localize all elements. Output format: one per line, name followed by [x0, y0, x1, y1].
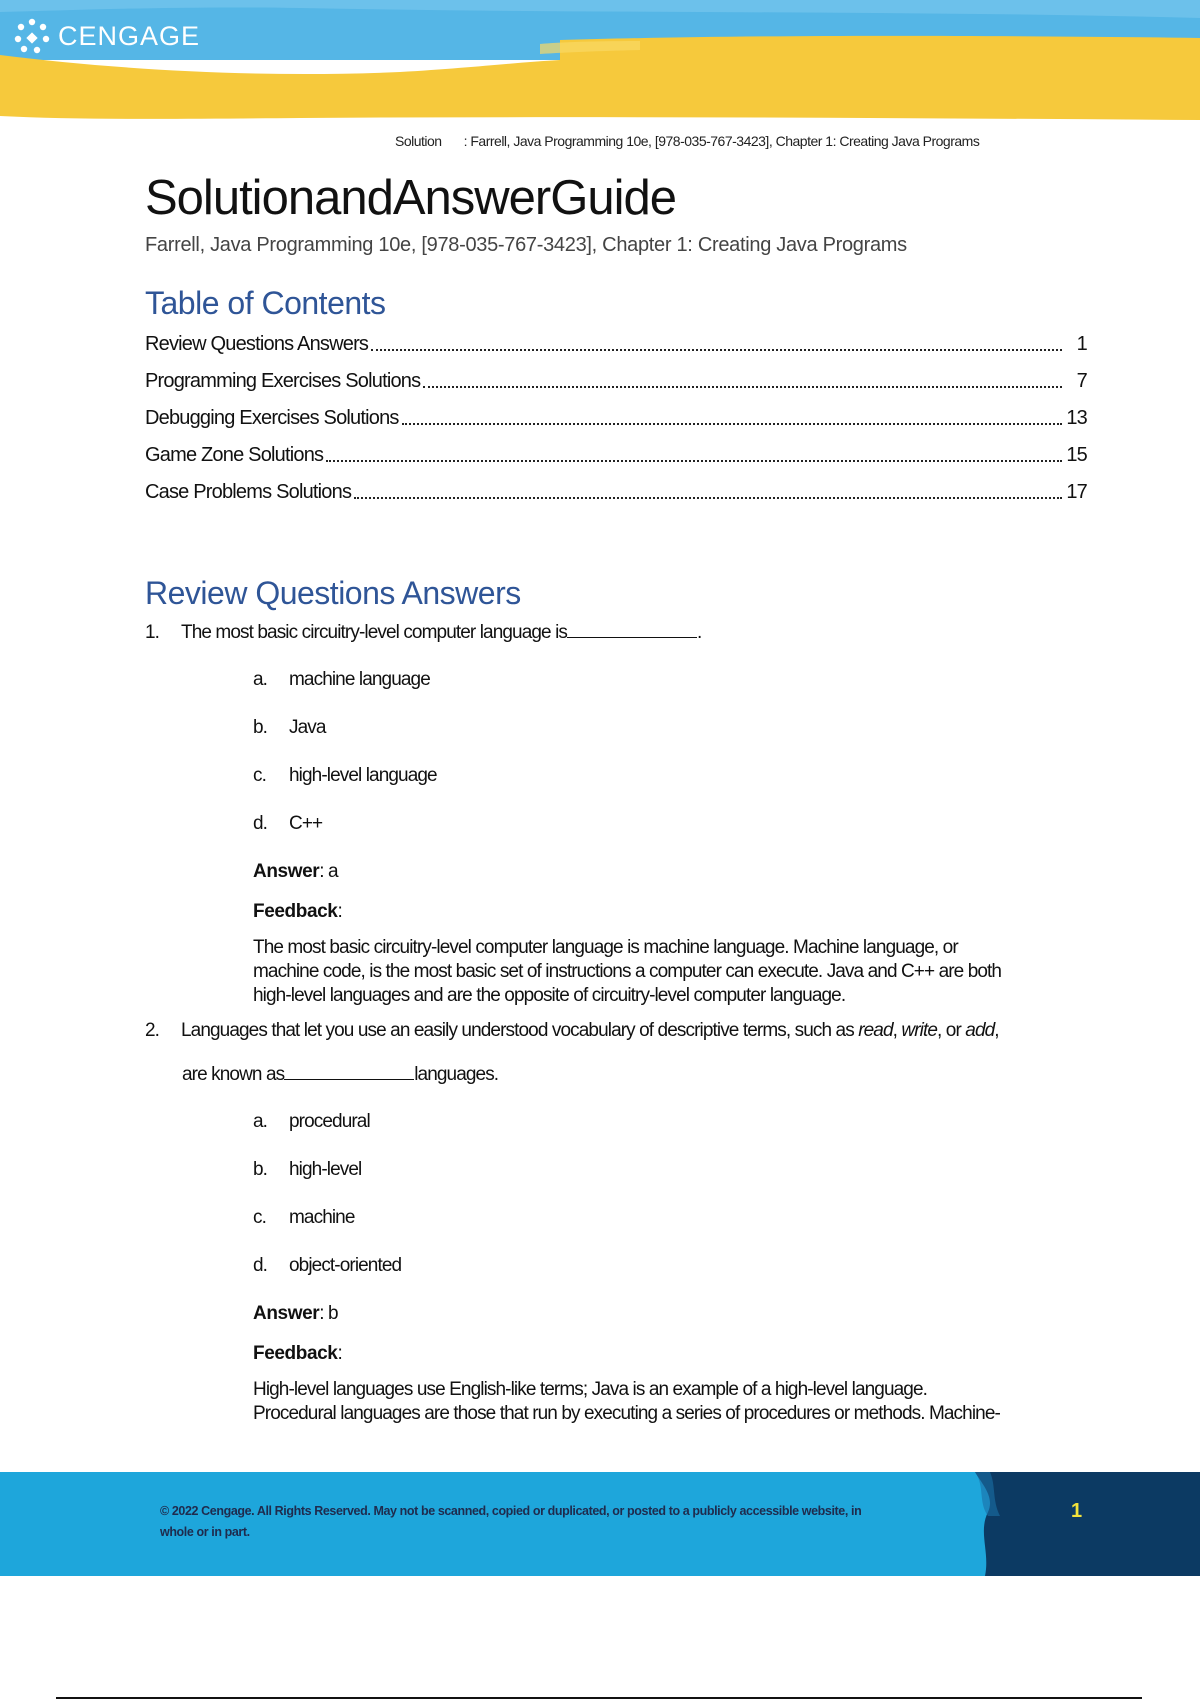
question-text [181, 1020, 1087, 1042]
option-text: high-level [289, 1159, 362, 1181]
question-number: 1. [145, 622, 160, 644]
toc-entry[interactable] [145, 363, 1087, 400]
option-b [253, 704, 1087, 752]
cengage-logo [12, 16, 200, 56]
running-header [395, 133, 979, 149]
feedback-label: Feedback [253, 901, 338, 923]
toc-dot-leader [402, 423, 1062, 425]
feedback-line [253, 892, 1087, 932]
question-text-after: . [697, 622, 702, 644]
question-term: read [858, 1020, 893, 1042]
question-continuation [182, 1064, 1087, 1086]
option-letter: c. [253, 765, 266, 787]
feedback-colon: : [337, 1343, 342, 1365]
option-letter: b. [253, 1159, 268, 1181]
question-text-before: The most basic circuitry-level computer language is [181, 622, 567, 644]
document-content [145, 170, 1087, 1426]
bottom-rule [56, 1697, 1142, 1699]
feedback-line-text: Procedural languages are those that run by executing a series of procedures or methods. Machine- [253, 1403, 1000, 1425]
option-c [253, 1194, 1087, 1242]
option-d [253, 800, 1087, 848]
cengage-logo-icon [12, 16, 52, 56]
copyright-line: whole or in part. [160, 1525, 250, 1539]
toc-entry-label[interactable]: Debugging Exercises Solutions [145, 407, 399, 430]
copyright-notice [160, 1501, 980, 1543]
question-term: write [901, 1020, 938, 1042]
toc-entry-label[interactable]: Programming Exercises Solutions [145, 370, 421, 393]
toc-entry-label[interactable]: Review Questions Answers [145, 333, 369, 356]
toc-entry-label[interactable]: Case Problems Solutions [145, 481, 352, 504]
feedback-line-text: high-level languages and are the opposite of circuitry-level computer language. [253, 985, 846, 1007]
page-title: SolutionandAnswerGuide [145, 171, 676, 225]
page-subtitle: Farrell, Java Programming 10e, [978-035-767-3423], Chapter 1: Creating Java Programs [145, 234, 907, 257]
option-text: high-level language [289, 765, 437, 787]
toc-entry-page[interactable]: 7 [1076, 370, 1087, 393]
answer-value: : b [319, 1303, 338, 1325]
question-text-row [145, 1020, 1087, 1042]
toc-entry[interactable] [145, 474, 1087, 511]
question-cont-after: languages. [414, 1064, 499, 1086]
option-letter: c. [253, 1207, 266, 1229]
header-banner [0, 0, 1200, 122]
toc-dot-leader [354, 497, 1062, 499]
feedback-colon: : [337, 901, 342, 923]
feedback-text [253, 1378, 1093, 1426]
question-1 [145, 622, 1087, 1008]
question-separator: , [994, 1020, 999, 1042]
copyright-line: © 2022 Cengage. All Rights Reserved. May not be scanned, copied or duplicated, or posted to a publicly accessible website, in [160, 1504, 862, 1518]
options-list [145, 1098, 1087, 1290]
answer-blank [567, 623, 697, 638]
answer-blank [284, 1065, 414, 1080]
feedback-text [253, 936, 1093, 1008]
answer-line [253, 852, 1087, 892]
option-letter: a. [253, 1111, 268, 1133]
option-text: machine language [289, 669, 430, 691]
option-text: procedural [289, 1111, 370, 1133]
feedback-label: Feedback [253, 1343, 338, 1365]
toc-entry-page[interactable]: 13 [1066, 407, 1087, 430]
answer-label: Answer [253, 1303, 320, 1325]
question-2 [145, 1020, 1087, 1426]
option-c [253, 752, 1087, 800]
toc-dot-leader [326, 460, 1062, 462]
option-letter: d. [253, 813, 268, 835]
question-number: 2. [145, 1020, 160, 1042]
option-b [253, 1146, 1087, 1194]
options-list [145, 656, 1087, 848]
question-cont-before: are known as [182, 1064, 285, 1086]
question-separator: , or [937, 1020, 961, 1042]
toc-entry[interactable] [145, 400, 1087, 437]
toc-dot-leader [371, 349, 1062, 351]
toc-entry[interactable] [145, 437, 1087, 474]
toc-heading: Table of Contents [145, 285, 386, 322]
option-text: object-oriented [289, 1255, 402, 1277]
feedback-line-text: machine code, is the most basic set of instructions a computer can execute. Java and C++ are both [253, 961, 1002, 983]
feedback-line [253, 1334, 1087, 1374]
review-questions-heading: Review Questions Answers [145, 575, 521, 612]
question-text-row [145, 622, 1087, 644]
option-letter: b. [253, 717, 268, 739]
question-separator: , [892, 1020, 898, 1042]
toc-dot-leader [423, 386, 1062, 388]
option-letter: a. [253, 669, 268, 691]
feedback-line-text: The most basic circuitry-level computer language is machine language. Machine language, or [253, 937, 958, 959]
logo-text: CENGAGE [58, 20, 201, 51]
option-text: Java [289, 717, 326, 739]
question-text-before: Languages that let you use an easily understood vocabulary of descriptive terms, such as [181, 1020, 854, 1042]
toc-entry[interactable] [145, 326, 1087, 363]
option-d [253, 1242, 1087, 1290]
question-term: add [965, 1020, 995, 1042]
answer-value: : a [319, 861, 338, 883]
toc-entry-page[interactable]: 1 [1076, 333, 1087, 356]
option-letter: d. [253, 1255, 268, 1277]
option-a [253, 1098, 1087, 1146]
running-header-left: Solution [395, 133, 442, 149]
option-text: machine [289, 1207, 355, 1229]
option-a [253, 656, 1087, 704]
answer-line [253, 1294, 1087, 1334]
toc-entry-label[interactable]: Game Zone Solutions [145, 444, 324, 467]
running-header-right: : Farrell, Java Programming 10e, [978-035-767-3423], Chapter 1: Creating Java Programs [463, 133, 980, 149]
table-of-contents [145, 326, 1087, 511]
feedback-line-text: High-level languages use English-like terms; Java is an example of a high-level language. [253, 1379, 927, 1401]
toc-entry-page[interactable]: 15 [1066, 444, 1087, 467]
option-text: C++ [289, 813, 323, 835]
toc-entry-page[interactable]: 17 [1066, 481, 1087, 504]
page-number: 1 [1071, 1500, 1083, 1522]
answer-label: Answer [253, 861, 320, 883]
question-text [181, 622, 1087, 644]
